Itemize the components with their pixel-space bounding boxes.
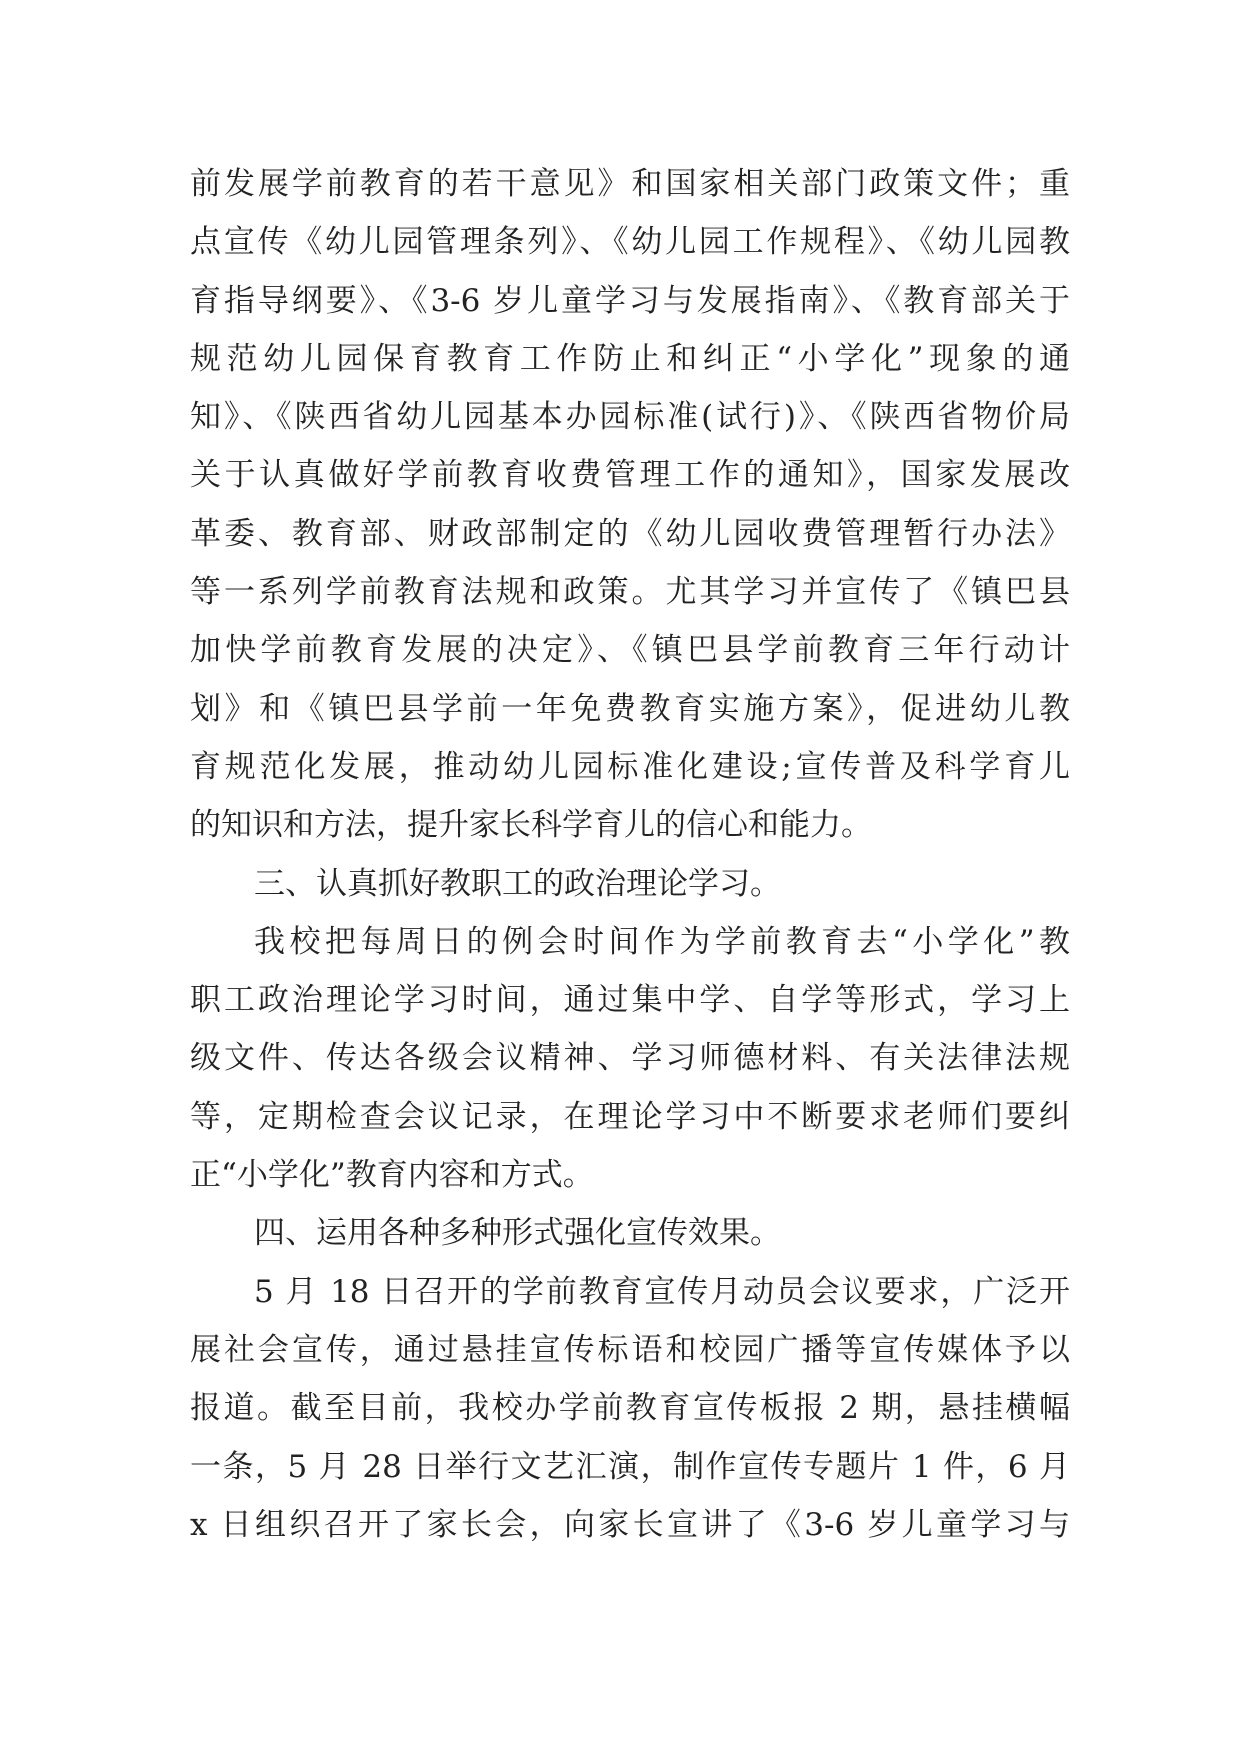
text-line: 我校把每周日的例会时间作为学前教育去“小学化”教	[254, 923, 1070, 960]
section-heading: 四、运用各种多种形式强化宣传效果。	[254, 1215, 781, 1252]
text-line: 加快学前教育发展的决定》、《镇巴县学前教育三年行动计	[190, 632, 1070, 669]
body-text	[190, 163, 1070, 1562]
text-line: 展社会宣传，通过悬挂宣传标语和校园广播等宣传媒体予以	[190, 1331, 1070, 1368]
text-line: 级文件、传达各级会议精神、学习师德材料、有关法律法规	[190, 1040, 1070, 1077]
text-line: 关于认真做好学前教育收费管理工作的通知》，国家发展改	[190, 457, 1070, 494]
text-line: 的知识和方法，提升家长科学育儿的信心和能力。	[190, 807, 872, 844]
text-line: 正“小学化”教育内容和方式。	[190, 1157, 594, 1194]
text-line: x 日组织召开了家长会，向家长宣讲了《3-6 岁儿童学习与	[190, 1506, 1070, 1543]
text-line: 等，定期检查会议记录，在理论学习中不断要求老师们要纠	[190, 1098, 1070, 1135]
text-line: 等一系列学前教育法规和政策。尤其学习并宣传了《镇巴县	[190, 574, 1070, 611]
text-line: 划》和《镇巴县学前一年免费教育实施方案》，促进幼儿教	[190, 690, 1070, 727]
text-line: 5 月 18 日召开的学前教育宣传月动员会议要求，广泛开	[254, 1273, 1070, 1310]
text-line: 职工政治理论学习时间，通过集中学、自学等形式，学习上	[190, 982, 1070, 1019]
text-line: 规范幼儿园保育教育工作防止和纠正“小学化”现象的通	[190, 340, 1070, 377]
text-line: 育指导纲要》、《3-6 岁儿童学习与发展指南》、《教育部关于	[190, 282, 1070, 319]
text-line: 革委、教育部、财政部制定的《幼儿园收费管理暂行办法》	[190, 515, 1070, 552]
text-line: 育规范化发展，推动幼儿园标准化建设;宣传普及科学育儿	[190, 748, 1070, 785]
text-line: 一条，5 月 28 日举行文艺汇演，制作宣传专题片 1 件，6 月	[190, 1448, 1070, 1485]
text-line: 点宣传《幼儿园管理条列》、《幼儿园工作规程》、《幼儿园教	[190, 224, 1070, 261]
text-line: 前发展学前教育的若干意见》和国家相关部门政策文件；重	[190, 166, 1070, 202]
section-heading: 三、认真抓好教职工的政治理论学习。	[254, 865, 781, 902]
text-line: 知》、《陕西省幼儿园基本办园标准(试行)》、《陕西省物价局	[190, 399, 1070, 436]
text-line: 报道。截至目前，我校办学前教育宣传板报 2 期，悬挂横幅	[190, 1390, 1070, 1427]
